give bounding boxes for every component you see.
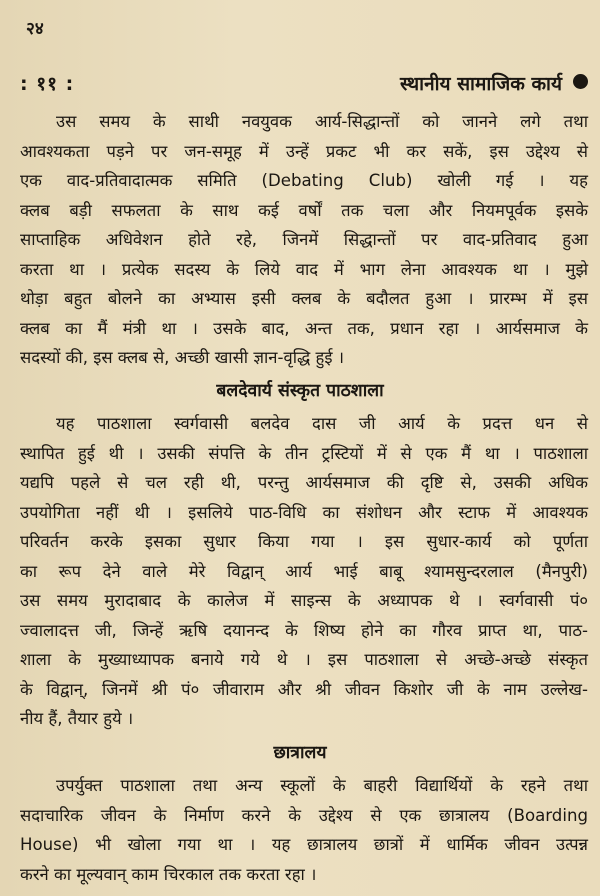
section-title: स्थानीय सामाजिक कार्य: [400, 73, 562, 95]
text-line: यद्यपि पहले से चल रही थी, परन्तु आर्यसमाज की दृष्टि से, उसकी अधिक: [20, 473, 588, 492]
text-line: उपयोगिता नहीं थी । इसलिये पाठ-विधि का संशोधन और स्टाफ में आवश्यक: [20, 502, 588, 522]
text-line: स्थापित हुई थी । उसकी संपत्ति के तीन ट्रस्टियों में से एक मैं था । पाठशाला: [20, 443, 588, 463]
text-line: थोड़ा बहुत बोलने का अभ्यास इसी क्लब के बदौलत हुआ । प्रारम्भ में इस: [20, 289, 588, 308]
section-header: [20, 70, 588, 96]
text-line: सदस्यों की, इस क्लब से, अच्छी खासी ज्ञान-वृद्धि हुई ।: [20, 348, 345, 367]
text-line: आवश्यकता पड़ने पर जन-समूह में उन्हें प्रकट भी कर सकें, इस उद्देश्य से: [20, 141, 588, 161]
paragraph-chhatralaya: [20, 771, 588, 889]
text-line: साप्ताहिक अधिवेशन होते रहे, जिनमें सिद्धान्तों पर वाद-प्रतिवाद हुआ: [20, 230, 588, 249]
text-line: परिवर्तन करके इसका सुधार किया गया । इस सुधार-कार्य को पूर्णता: [20, 532, 588, 551]
text-line: नीय हैं, तैयार हुये ।: [20, 709, 134, 728]
text-line: उस समय मुरादाबाद के कालेज में साइन्स के अध्यापक थे । स्वर्गवासी पं०: [20, 591, 588, 610]
text-line: का रूप देने वाले मेरे विद्वान् आर्य भाई बाबू श्यामसुन्दरलाल (मैनपुरी): [20, 561, 588, 581]
text-line: House) भी खोला गया था । यह छात्रालय छात्रों में धार्मिक जीवन उत्पन्न: [20, 835, 588, 854]
text-line: यह पाठशाला स्वर्गवासी बलदेव दास जी आर्य के प्रदत्त धन से: [56, 414, 588, 433]
text-line: उस समय के साथी नवयुवक आर्य-सिद्धान्तों को जानने लगे तथा: [56, 112, 588, 131]
text-line: उपर्युक्त पाठशाला तथा अन्य स्कूलों के बाहरी विद्यार्थियों के रहने तथा: [56, 776, 588, 795]
text-line: शाला के मुख्याध्यापक बनाये गये थे । इस पाठशाला से अच्छे-अच्छे संस्कृत: [20, 650, 588, 669]
page-number: २४: [26, 19, 44, 39]
text-line: करने का मूल्यवान् काम चिरकाल तक करता रहा ।: [20, 864, 317, 884]
section-number: : ११ :: [20, 73, 75, 95]
paragraph-pathshala: [20, 409, 588, 734]
text-line: करता था । प्रत्येक सदस्य के लिये वाद में भाग लेना आवश्यक था । मुझे: [20, 259, 588, 279]
heading-chhatralaya: छात्रालय: [273, 743, 327, 763]
heading-sanskrit-pathshala: बलदेवार्य संस्कृत पाठशाला: [216, 381, 384, 401]
text-line: क्लब का मैं मंत्री था । उसके बाद, अन्त तक, प्रधान रहा । आर्यसमाज के: [20, 318, 589, 338]
text-line: एक वाद-प्रतिवादात्मक समिति (Debating Club) खोली गई । यह: [20, 171, 588, 190]
paragraph-debating-club: [20, 107, 588, 373]
text-line: ज्वालादत्त जी, जिन्हें ऋषि दयानन्द के शिष्य होने का गौरव प्राप्त था, पाठ-: [20, 620, 588, 640]
text-line: के विद्वान्, जिनमें श्री पं० जीवाराम और श्री जीवन किशोर जी के नाम उल्लेख-: [20, 679, 588, 699]
text-line: क्लब बड़ी सफलता के साथ कई वर्षों तक चला और नियमपूर्वक इसके: [20, 200, 588, 220]
bullet-icon: [573, 74, 588, 89]
text-line: सदाचारिक जीवन के निर्माण करने के उद्देश्य से एक छात्रालय (Boarding: [20, 805, 588, 825]
